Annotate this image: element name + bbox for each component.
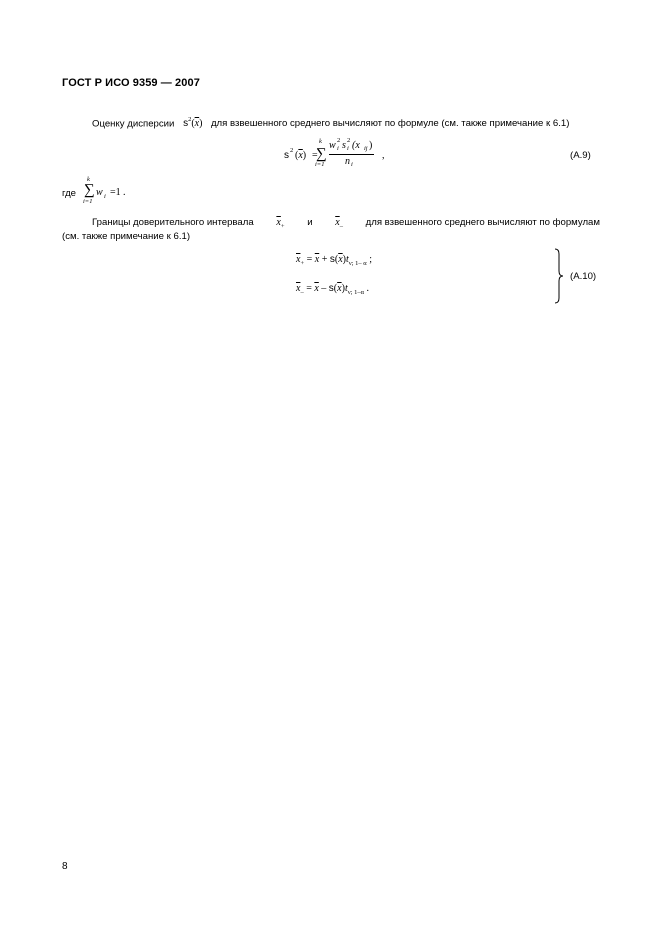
- where-w-sub: i: [104, 193, 106, 200]
- eq-a9-num-arg: (x: [352, 140, 360, 151]
- fraction-bar: [329, 154, 374, 155]
- inline-symbol-x-plus: $\overline{x}_+$: [276, 217, 285, 230]
- equation-a10-line2: [296, 283, 369, 296]
- eq-a10-l2-arg: $(\overline{x})$: [333, 283, 345, 294]
- eq-a9-lhs-exp: 2: [290, 147, 294, 154]
- eq-a10-l1-eq: =: [306, 254, 313, 265]
- eq-a9-punct: ,: [382, 150, 385, 161]
- where-word: где: [62, 188, 77, 199]
- equation-label-a9: (A.9): [570, 150, 591, 161]
- eq-a10-l2-x: $\overline{x}$: [296, 283, 301, 294]
- page-number: 8: [62, 861, 68, 872]
- eq-a9-equals: =: [312, 150, 318, 161]
- eq-a10-l2-eq: =: [306, 283, 312, 294]
- eq-a10-l1-x: $\overline{x}$: [296, 254, 301, 265]
- inline-formula-variance: $s^2(\overline{x})$: [183, 116, 203, 130]
- eq-a9-num-arg-close: ): [369, 140, 373, 151]
- eq-a9-num-w-sup: 2: [337, 137, 341, 144]
- where-sum-top: k: [87, 176, 90, 183]
- eq-a9-num-w-sub: i: [337, 145, 339, 152]
- eq-a9-den-n-sub: i: [351, 161, 353, 168]
- paragraph2-text-before: Границы доверительного интервала: [92, 217, 254, 228]
- eq-a10-l1-s: s: [329, 254, 335, 265]
- eq-a9-num-s-sup: 2: [347, 137, 351, 144]
- eq-a10-l1-arg: $(\overline{x})$: [334, 254, 346, 265]
- equation-a9: [284, 137, 404, 171]
- eq-a10-l1-sub: +: [300, 260, 305, 267]
- paragraph-text-before: Оценку дисперсии: [92, 118, 175, 130]
- eq-a10-l2-op: –: [321, 283, 327, 294]
- eq-a9-sum-top: k: [319, 138, 322, 145]
- eq-a9-sum-bottom: i=1: [315, 161, 325, 168]
- eq-a9-num-arg-sub: ij: [364, 145, 368, 152]
- eq-a10-l1-xbar: $\overline{x}$: [314, 254, 320, 265]
- eq-a9-num-s-sub: i: [347, 145, 349, 152]
- eq-a9-lhs-s: s: [284, 150, 289, 161]
- equation-label-a10: (A.10): [570, 271, 597, 282]
- eq-a9-lhs-arg: $(\overline{x})$: [295, 150, 307, 161]
- eq-a10-l2-punct: .: [366, 283, 369, 294]
- eq-a10-l1-t: t: [346, 254, 349, 265]
- where-punct: .: [123, 187, 126, 198]
- where-w: w: [96, 187, 103, 198]
- paragraph-text-after: для взвешенного среднего вычисляют по формуле (см. также примечание к 6.1): [210, 118, 570, 130]
- inline-symbol-x-minus: $\overline{x}_-$: [335, 217, 343, 230]
- eq-a10-l2-t: t: [344, 283, 348, 294]
- eq-a10-l2-s: s: [328, 283, 334, 294]
- paragraph2-conj: и: [307, 217, 313, 228]
- eq-a10-l2-xbar: $\overline{x}$: [314, 283, 319, 294]
- where-formula: [82, 176, 142, 206]
- eq-a9-num-s: s: [342, 140, 346, 151]
- document-header: ГОСТ Р ИСО 9359 — 2007: [62, 77, 200, 89]
- paragraph-variance-intro: [92, 115, 569, 130]
- where-rhs: =1: [110, 187, 121, 198]
- paragraph2-line2: (см. также примечание к 6.1): [62, 231, 191, 242]
- eq-a10-l2-sub: –: [300, 289, 304, 296]
- paragraph2-text-after: для взвешенного среднего вычисляют по формулам: [365, 217, 600, 228]
- eq-a10-l2-t-sub: ν; 1–α: [347, 289, 364, 296]
- right-brace: [553, 248, 565, 304]
- eq-a10-l1-op: +: [321, 254, 328, 265]
- equation-a10-line1: [296, 254, 372, 267]
- sigma-symbol: ∑: [316, 146, 327, 162]
- eq-a9-den-n: n: [345, 156, 350, 167]
- sigma-symbol: ∑: [84, 182, 95, 198]
- eq-a10-l1-punct: ;: [369, 254, 372, 265]
- eq-a10-l1-t-sub: ν; 1– α: [348, 260, 367, 267]
- eq-a9-num-w: w: [329, 140, 336, 151]
- where-sum-bottom: i=1: [83, 198, 93, 205]
